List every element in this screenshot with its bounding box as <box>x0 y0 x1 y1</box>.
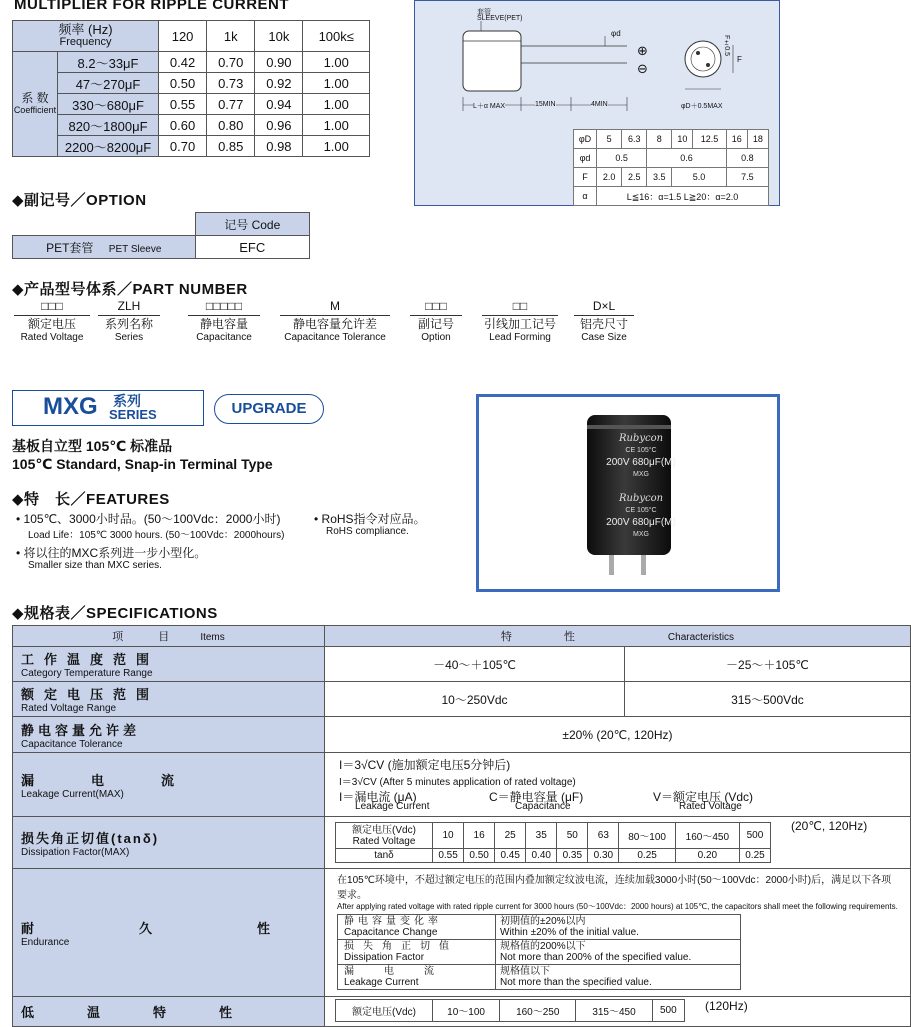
table-cell: F <box>574 168 597 187</box>
table-cell: 0.25 <box>619 849 675 863</box>
table-cell: 0.42 <box>159 52 207 73</box>
table-cell: 80～100 <box>619 823 675 849</box>
table-cell: 8 <box>647 130 672 149</box>
part-number-title: ◆产品型号体系／PART NUMBER <box>12 281 248 298</box>
table-cell: 0.55 <box>433 849 464 863</box>
table-cell: 63 <box>588 823 619 849</box>
df-header-cn: 额定电压(Vdc) <box>352 824 416 836</box>
feature-1-cn: 105℃、3000小时品。(50～100Vdc：2000小时) <box>23 512 281 526</box>
feature-2-cn: 将以往的MXC系列进一步小型化。 <box>23 546 207 560</box>
bullet-icon: • <box>16 546 24 560</box>
part-cn: 静电容量 <box>188 315 260 331</box>
table-cell: 0.92 <box>255 73 303 94</box>
end-row-value-en: Not more than 200% of the specified value. <box>500 952 692 963</box>
volt-value-2: 315～500Vdc <box>625 682 911 717</box>
table-cell: 0.5 <box>597 149 647 168</box>
temp-value-2: －25～＋105℃ <box>625 647 911 682</box>
freq-1k: 1k <box>207 21 255 52</box>
leak-c-en: Capacitance <box>515 800 571 812</box>
cap-range: 47～270μF <box>58 73 159 94</box>
char-cn: 特 性 <box>500 631 585 643</box>
product-photo <box>476 394 780 592</box>
case-diameter-label: φD＋0.5MAX <box>681 103 723 110</box>
part-cn: 副记号 <box>410 315 462 331</box>
features-title: ◆特 长／FEATURES <box>12 491 170 508</box>
table-cell: 16 <box>726 130 747 149</box>
part-symbol: ZLH <box>117 299 141 313</box>
part-col-option <box>410 300 462 344</box>
cap-range: 2200～8200μF <box>58 136 159 157</box>
part-en: Capacitance <box>196 332 252 343</box>
cap-range: 330～680μF <box>58 94 159 115</box>
pet-sleeve-en: PET Sleeve <box>108 243 162 255</box>
temp-value-1: －40～＋105℃ <box>325 647 625 682</box>
end-row-value-en: Within ±20% of the initial value. <box>500 927 639 938</box>
end-row-en: Capacitance Change <box>344 927 438 938</box>
part-symbol: D×L <box>592 299 616 313</box>
table-cell: 0.50 <box>464 849 495 863</box>
subtitle-en: 105℃ Standard, Snap-in Terminal Type <box>12 456 273 472</box>
end-en: Endurance <box>21 936 70 948</box>
table-cell: 1.00 <box>303 73 370 94</box>
series-badge <box>12 390 204 426</box>
table-cell: 16 <box>464 823 495 849</box>
pet-sleeve-cn: PET套管 <box>46 240 94 255</box>
feature-2-en: Smaller size than MXC series. <box>28 560 162 571</box>
photo-value: 200V 680μF(M) <box>606 457 676 468</box>
option-table <box>12 212 310 259</box>
end-row-cn: 损失角正切值 <box>344 941 459 952</box>
part-symbol: □□□ <box>41 299 63 313</box>
table-cell: 0.35 <box>557 849 588 863</box>
end-desc-en: After applying rated voltage with rated ripple current for 3000 hours (50～100Vdc：2000 hours) at 105℃, the capacitors shall meet the following requirements. <box>337 902 898 911</box>
temp-en: Category Temperature Range <box>21 668 153 679</box>
end-cn: 耐 久 性 <box>21 920 317 936</box>
ripple-table <box>12 20 370 157</box>
table-cell: 0.73 <box>207 73 255 94</box>
sleeve-label-cn: 套管 <box>477 9 491 16</box>
df-tan-label: tanδ <box>336 849 433 863</box>
series-name: MXG <box>43 393 98 420</box>
table-cell: α <box>574 187 597 206</box>
end-row-cn: 漏电流 <box>344 966 465 977</box>
part-en: Case Size <box>581 332 627 343</box>
feature-3-en: RoHS compliance. <box>326 526 409 537</box>
table-cell: 0.8 <box>726 149 768 168</box>
leak-en: Leakage Current(MAX) <box>21 788 124 800</box>
df-condition: (20℃, 120Hz) <box>791 819 868 833</box>
df-en: Dissipation Factor(MAX) <box>21 846 130 858</box>
end-row-cn: 静电容量变化率 <box>344 916 443 927</box>
df-cn: 损失角正切值(tanδ) <box>21 830 160 846</box>
freq-100k: 100k≤ <box>303 21 370 52</box>
table-cell: 0.85 <box>207 136 255 157</box>
part-symbol: □□□□□ <box>205 299 243 313</box>
code-header: 记号 Code <box>195 213 310 236</box>
leak-v-en: Rated Voltage <box>679 800 742 812</box>
bullet-icon: • <box>314 512 322 526</box>
plus-terminal-icon: ⊕ <box>637 43 648 58</box>
table-cell: 160～250 <box>500 1000 576 1022</box>
spec-table <box>12 625 911 1027</box>
cap-range: 8.2～33μF <box>58 52 159 73</box>
table-cell: 10 <box>672 130 693 149</box>
end-row-value-cn: 规格值以下 <box>500 966 551 977</box>
part-cn: 额定电压 <box>14 315 90 331</box>
leak-line-2: I＝3√CV (After 5 minutes application of rated voltage) <box>339 776 576 788</box>
part-col-capacitance <box>188 300 260 344</box>
table-cell: 3.5 <box>647 168 672 187</box>
series-label-cn: 系列 <box>113 393 141 409</box>
volt-en: Rated Voltage Range <box>21 703 117 714</box>
lt-condition: (120Hz) <box>705 999 748 1013</box>
part-cn: 静电容量允许差 <box>280 315 390 331</box>
part-en: Capacitance Tolerance <box>284 332 386 343</box>
table-cell: 0.20 <box>675 849 739 863</box>
part-col-tolerance <box>280 300 390 344</box>
table-cell: 5 <box>597 130 622 149</box>
subtitle-cn: 基板自立型 105℃ 标准品 <box>12 438 173 454</box>
part-col-series <box>98 300 160 344</box>
table-cell: 1.00 <box>303 94 370 115</box>
cap-range: 820～1800μF <box>58 115 159 136</box>
f-label: F <box>737 55 742 64</box>
table-cell: 0.55 <box>159 94 207 115</box>
freq-cn: 频率 (Hz) <box>58 22 113 37</box>
table-cell: 500 <box>739 823 770 849</box>
option-code: EFC <box>195 236 310 259</box>
table-cell: 0.50 <box>159 73 207 94</box>
part-en: Lead Forming <box>489 332 551 343</box>
end-row-en: Dissipation Factor <box>344 952 425 963</box>
feature-1-en: Load Life：105℃ 3000 hours. (50～100Vdc：2000hours) <box>28 530 285 541</box>
volt-cn: 额定电压范围 <box>21 687 160 702</box>
table-cell: 315～450 <box>576 1000 652 1022</box>
photo-rating: CE 105°C <box>625 447 657 454</box>
end-row-value-en: Not more than the specified value. <box>500 977 652 988</box>
photo-rating-2: CE 105°C <box>625 507 657 514</box>
table-cell: 25 <box>495 823 526 849</box>
endurance-table <box>337 914 741 990</box>
series-label-en: SERIES <box>109 407 157 422</box>
volt-value-1: 10～250Vdc <box>325 682 625 717</box>
df-header-en: Rated Voltage <box>352 835 416 847</box>
part-symbol: □□□ <box>425 299 447 313</box>
freq-10k: 10k <box>255 21 303 52</box>
lead-diameter-label: φd <box>611 29 621 38</box>
end-row-value-cn: 初期值的±20%以内 <box>500 916 586 927</box>
upgrade-badge: UPGRADE <box>214 394 324 424</box>
table-cell: 2.0 <box>597 168 622 187</box>
lt-header: 额定电压(Vdc) <box>336 1000 433 1022</box>
coef-cn: 系 数 <box>21 91 49 105</box>
table-cell: 160～450 <box>675 823 739 849</box>
part-en: Option <box>421 332 451 343</box>
leak-line-1: I＝3√CV (施加额定电压5分钟后) <box>339 757 511 772</box>
table-cell: 0.90 <box>255 52 303 73</box>
leak-c-cn: C＝静电容量 (μF) <box>489 789 584 804</box>
photo-brand: Rubycon <box>618 433 664 444</box>
table-cell: 0.60 <box>159 115 207 136</box>
table-cell: 50 <box>557 823 588 849</box>
freq-120: 120 <box>159 21 207 52</box>
f-tolerance-label: F±0.5 <box>723 35 730 57</box>
part-cn: 铝壳尺寸 <box>574 315 634 331</box>
tol-cn: 静电容量允许差 <box>21 722 141 738</box>
table-cell: 0.40 <box>526 849 557 863</box>
leak-v-cn: V＝额定电压 (Vdc) <box>653 789 754 804</box>
photo-brand-2: Rubycon <box>618 493 664 504</box>
end-desc-cn: 在105℃环境中，不超过额定电压的范围内叠加额定纹波电流，连续加载3000小时(50～100Vdc：2000小时)后，满足以下各项要求。 <box>337 875 892 901</box>
low-temp-table <box>335 999 685 1022</box>
dimension-diagram-box <box>414 0 780 206</box>
table-cell: 0.45 <box>495 849 526 863</box>
feature-2 <box>16 544 206 561</box>
tol-en: Capacitance Tolerance <box>21 738 123 750</box>
table-cell: 0.70 <box>207 52 255 73</box>
part-en: Rated Voltage <box>20 332 84 343</box>
spec-title: ◆规格表／SPECIFICATIONS <box>12 605 218 622</box>
table-cell: 0.70 <box>159 136 207 157</box>
min15-label: 15MIN <box>535 101 556 108</box>
feature-3-cn: RoHS指令对应品。 <box>321 512 426 526</box>
table-cell: 10 <box>433 823 464 849</box>
ripple-title: MULTIPLIER FOR RIPPLE CURRENT <box>14 0 290 13</box>
table-cell: 0.80 <box>207 115 255 136</box>
part-cn: 系列名称 <box>98 315 160 331</box>
end-row-value-cn: 规格值的200%以下 <box>500 941 586 952</box>
table-cell: 0.98 <box>255 136 303 157</box>
part-en: Series <box>114 332 144 343</box>
end-row-en: Leakage Current <box>344 977 419 988</box>
char-en: Characteristics <box>667 632 735 643</box>
feature-3 <box>314 510 426 527</box>
minus-terminal-icon: ⊖ <box>637 61 648 76</box>
leak-i-cn: I＝漏电流 (μA) <box>339 789 417 804</box>
part-col-case-size <box>574 300 634 344</box>
table-cell: φd <box>574 149 597 168</box>
items-en: Items <box>200 632 225 643</box>
bullet-icon: • <box>16 512 24 526</box>
table-cell: 0.30 <box>588 849 619 863</box>
photo-series-2: MXG <box>633 531 649 538</box>
items-cn: 项 目 <box>112 631 182 643</box>
table-cell: 1.00 <box>303 52 370 73</box>
part-col-lead-forming <box>482 300 558 344</box>
leak-cn: 漏 电 流 <box>21 772 197 788</box>
part-symbol: M <box>330 299 340 313</box>
table-cell: 2.5 <box>622 168 647 187</box>
table-cell: L≦16：α=1.5 L≧20：α=2.0 <box>597 187 769 206</box>
table-cell: 1.00 <box>303 115 370 136</box>
photo-series: MXG <box>633 471 649 478</box>
tol-value: ±20% (20℃, 120Hz) <box>325 717 911 753</box>
df-table <box>335 822 771 863</box>
length-label: L＋α MAX <box>473 103 506 110</box>
lt-cn: 低 温 特 性 <box>21 1005 253 1020</box>
freq-en: Frequency <box>59 36 112 48</box>
leak-i-en: Leakage Current <box>355 800 430 812</box>
feature-1 <box>16 510 280 527</box>
photo-value-2: 200V 680μF(M) <box>606 517 676 528</box>
table-cell: 5.0 <box>672 168 726 187</box>
table-cell: 12.5 <box>693 130 726 149</box>
part-symbol: □□ <box>512 299 528 313</box>
part-cn: 引线加工记号 <box>483 317 556 331</box>
table-cell: φD <box>574 130 597 149</box>
table-cell: 0.94 <box>255 94 303 115</box>
coef-en: Coefficient <box>13 105 57 115</box>
table-cell: 6.3 <box>622 130 647 149</box>
temp-cn: 工作温度范围 <box>21 652 160 667</box>
table-cell: 1.00 <box>303 136 370 157</box>
table-cell: 35 <box>526 823 557 849</box>
table-cell: 0.96 <box>255 115 303 136</box>
table-cell: 18 <box>747 130 768 149</box>
min4-label: 4MIN <box>591 101 608 108</box>
table-cell: 0.6 <box>647 149 726 168</box>
dimension-table <box>573 129 769 206</box>
table-cell: 0.25 <box>739 849 770 863</box>
table-cell: 0.77 <box>207 94 255 115</box>
table-cell: 10～100 <box>433 1000 500 1022</box>
option-title: ◆副记号／OPTION <box>12 192 147 209</box>
part-col-voltage <box>14 300 90 344</box>
table-cell: 7.5 <box>726 168 768 187</box>
table-cell: 500 <box>652 1000 684 1022</box>
sleeve-label-en: SLEEVE(PET) <box>477 15 523 22</box>
